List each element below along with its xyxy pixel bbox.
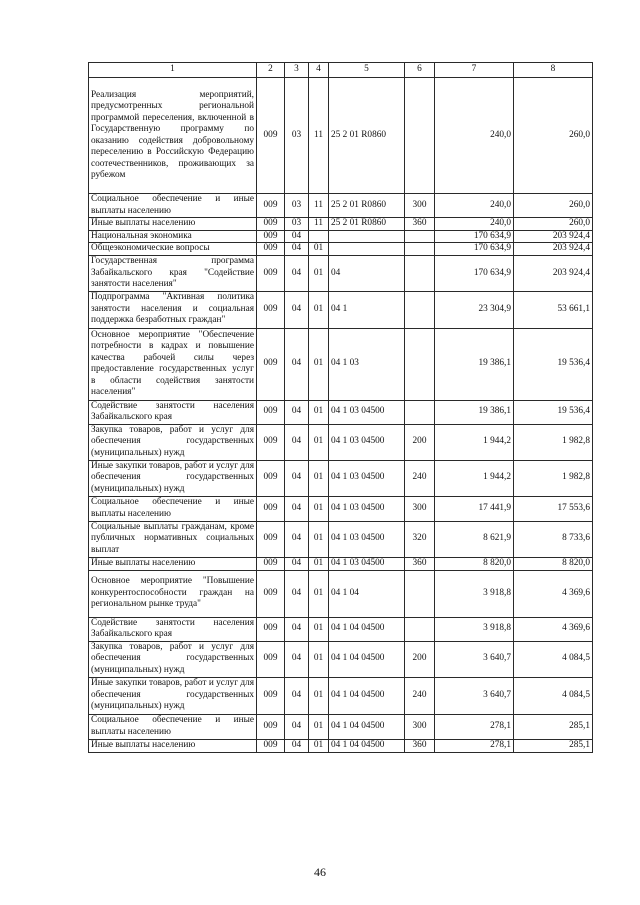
column-header: 7 bbox=[435, 63, 514, 78]
cell-amount-year1: 170 634,9 bbox=[435, 243, 514, 256]
cell-amount-year2: 17 553,6 bbox=[514, 496, 593, 521]
cell-expense-type: 240 bbox=[405, 677, 435, 714]
cell-section: 03 bbox=[285, 194, 309, 218]
cell-amount-year2: 4 084,5 bbox=[514, 641, 593, 677]
cell-name: Закупка товаров, работ и услуг для обеспечения государственных (муниципальных) нужд bbox=[89, 424, 257, 460]
column-header: 4 bbox=[309, 63, 329, 78]
cell-section: 04 bbox=[285, 739, 309, 752]
cell-target-article: 04 1 03 04500 bbox=[329, 521, 405, 557]
cell-admin-code: 009 bbox=[257, 194, 285, 218]
cell-subsection: 01 bbox=[309, 570, 329, 617]
cell-expense-type bbox=[405, 328, 435, 400]
cell-subsection: 11 bbox=[309, 218, 329, 231]
cell-subsection: 01 bbox=[309, 677, 329, 714]
cell-target-article bbox=[329, 243, 405, 256]
table-row bbox=[89, 677, 593, 714]
cell-section: 04 bbox=[285, 496, 309, 521]
table-row bbox=[89, 243, 593, 256]
cell-subsection: 01 bbox=[309, 641, 329, 677]
cell-target-article: 25 2 01 R0860 bbox=[329, 194, 405, 218]
table-row bbox=[89, 496, 593, 521]
cell-name: Иные выплаты населению bbox=[89, 739, 257, 752]
cell-target-article: 04 1 03 bbox=[329, 328, 405, 400]
cell-amount-year2: 203 924,4 bbox=[514, 243, 593, 256]
cell-section: 04 bbox=[285, 424, 309, 460]
cell-subsection: 01 bbox=[309, 739, 329, 752]
cell-admin-code: 009 bbox=[257, 218, 285, 231]
cell-subsection: 01 bbox=[309, 460, 329, 496]
cell-admin-code: 009 bbox=[257, 78, 285, 194]
cell-expense-type: 360 bbox=[405, 557, 435, 570]
cell-amount-year1: 170 634,9 bbox=[435, 230, 514, 243]
cell-amount-year1: 19 386,1 bbox=[435, 328, 514, 400]
cell-section: 04 bbox=[285, 557, 309, 570]
cell-subsection: 01 bbox=[309, 617, 329, 641]
cell-name: Содействие занятости населения Забайкальского края bbox=[89, 617, 257, 641]
cell-name: Государственная программа Забайкальского края "Содействие занятости населения" bbox=[89, 256, 257, 292]
column-header: 6 bbox=[405, 63, 435, 78]
cell-expense-type: 300 bbox=[405, 496, 435, 521]
cell-amount-year1: 170 634,9 bbox=[435, 256, 514, 292]
cell-section: 04 bbox=[285, 677, 309, 714]
cell-amount-year1: 240,0 bbox=[435, 218, 514, 231]
table-row bbox=[89, 570, 593, 617]
cell-target-article: 04 1 bbox=[329, 291, 405, 328]
cell-subsection: 01 bbox=[309, 714, 329, 739]
cell-admin-code: 009 bbox=[257, 460, 285, 496]
cell-section: 04 bbox=[285, 521, 309, 557]
cell-section: 04 bbox=[285, 570, 309, 617]
cell-amount-year1: 8 621,9 bbox=[435, 521, 514, 557]
cell-subsection: 01 bbox=[309, 291, 329, 328]
table-body bbox=[89, 63, 593, 753]
table-row bbox=[89, 230, 593, 243]
cell-name: Социальное обеспечение и иные выплаты населению bbox=[89, 496, 257, 521]
cell-amount-year2: 19 536,4 bbox=[514, 328, 593, 400]
table-row bbox=[89, 739, 593, 752]
cell-subsection: 01 bbox=[309, 424, 329, 460]
cell-expense-type bbox=[405, 570, 435, 617]
cell-amount-year1: 19 386,1 bbox=[435, 400, 514, 424]
cell-admin-code: 009 bbox=[257, 617, 285, 641]
cell-name: Основное мероприятие "Обеспечение потребности в кадрах и повышение качества рабочей силы через предоставление государственных услуг в области содействия занятости населения" bbox=[89, 328, 257, 400]
cell-amount-year2: 19 536,4 bbox=[514, 400, 593, 424]
cell-admin-code: 009 bbox=[257, 400, 285, 424]
cell-name: Закупка товаров, работ и услуг для обеспечения государственных (муниципальных) нужд bbox=[89, 641, 257, 677]
cell-target-article: 04 1 04 04500 bbox=[329, 677, 405, 714]
column-header: 5 bbox=[329, 63, 405, 78]
cell-admin-code: 009 bbox=[257, 256, 285, 292]
cell-amount-year2: 203 924,4 bbox=[514, 256, 593, 292]
table-row bbox=[89, 291, 593, 328]
cell-target-article: 04 1 03 04500 bbox=[329, 557, 405, 570]
cell-expense-type bbox=[405, 291, 435, 328]
cell-amount-year2: 4 369,6 bbox=[514, 617, 593, 641]
header-row bbox=[89, 63, 593, 78]
cell-section: 04 bbox=[285, 243, 309, 256]
column-header: 3 bbox=[285, 63, 309, 78]
cell-expense-type bbox=[405, 230, 435, 243]
table-row bbox=[89, 256, 593, 292]
cell-name: Социальное обеспечение и иные выплаты населению bbox=[89, 194, 257, 218]
table-row bbox=[89, 328, 593, 400]
cell-amount-year2: 1 982,8 bbox=[514, 424, 593, 460]
cell-admin-code: 009 bbox=[257, 328, 285, 400]
cell-expense-type: 200 bbox=[405, 424, 435, 460]
cell-name: Общеэкономические вопросы bbox=[89, 243, 257, 256]
cell-amount-year1: 1 944,2 bbox=[435, 424, 514, 460]
table-row bbox=[89, 617, 593, 641]
cell-subsection: 01 bbox=[309, 243, 329, 256]
cell-name: Иные выплаты населению bbox=[89, 218, 257, 231]
cell-target-article: 04 1 04 04500 bbox=[329, 641, 405, 677]
cell-name: Содействие занятости населения Забайкальского края bbox=[89, 400, 257, 424]
cell-admin-code: 009 bbox=[257, 557, 285, 570]
cell-name: Иные выплаты населению bbox=[89, 557, 257, 570]
cell-subsection: 11 bbox=[309, 78, 329, 194]
cell-section: 04 bbox=[285, 256, 309, 292]
cell-subsection: 11 bbox=[309, 194, 329, 218]
cell-amount-year2: 260,0 bbox=[514, 218, 593, 231]
cell-name: Реализация мероприятий, предусмотренных региональной программой переселения, включенной в Государственную программу по оказанию содействия добровольному переселению в Российскую Федерацию соотечественников, проживающих за рубежом bbox=[89, 78, 257, 194]
cell-subsection: 01 bbox=[309, 400, 329, 424]
cell-section: 03 bbox=[285, 78, 309, 194]
column-header: 2 bbox=[257, 63, 285, 78]
cell-subsection: 01 bbox=[309, 557, 329, 570]
cell-amount-year2: 4 369,6 bbox=[514, 570, 593, 617]
cell-expense-type: 240 bbox=[405, 460, 435, 496]
table-row bbox=[89, 194, 593, 218]
cell-section: 04 bbox=[285, 460, 309, 496]
cell-section: 04 bbox=[285, 641, 309, 677]
cell-expense-type: 300 bbox=[405, 194, 435, 218]
cell-amount-year1: 3 640,7 bbox=[435, 641, 514, 677]
cell-amount-year1: 3 640,7 bbox=[435, 677, 514, 714]
cell-admin-code: 009 bbox=[257, 243, 285, 256]
cell-section: 04 bbox=[285, 291, 309, 328]
table-row bbox=[89, 78, 593, 194]
cell-amount-year2: 203 924,4 bbox=[514, 230, 593, 243]
cell-target-article: 04 1 03 04500 bbox=[329, 400, 405, 424]
cell-target-article: 25 2 01 R0860 bbox=[329, 218, 405, 231]
cell-target-article: 04 bbox=[329, 256, 405, 292]
cell-amount-year1: 23 304,9 bbox=[435, 291, 514, 328]
cell-expense-type bbox=[405, 617, 435, 641]
cell-amount-year2: 53 661,1 bbox=[514, 291, 593, 328]
cell-amount-year2: 4 084,5 bbox=[514, 677, 593, 714]
cell-expense-type bbox=[405, 256, 435, 292]
cell-target-article: 04 1 04 04500 bbox=[329, 617, 405, 641]
table-row bbox=[89, 460, 593, 496]
cell-amount-year2: 285,1 bbox=[514, 739, 593, 752]
cell-admin-code: 009 bbox=[257, 291, 285, 328]
table-row bbox=[89, 400, 593, 424]
cell-admin-code: 009 bbox=[257, 496, 285, 521]
cell-subsection bbox=[309, 230, 329, 243]
cell-amount-year2: 1 982,8 bbox=[514, 460, 593, 496]
table-row bbox=[89, 424, 593, 460]
cell-admin-code: 009 bbox=[257, 739, 285, 752]
cell-amount-year1: 17 441,9 bbox=[435, 496, 514, 521]
cell-amount-year2: 8 733,6 bbox=[514, 521, 593, 557]
table-row bbox=[89, 521, 593, 557]
cell-expense-type bbox=[405, 400, 435, 424]
table-row bbox=[89, 218, 593, 231]
cell-subsection: 01 bbox=[309, 496, 329, 521]
cell-name: Подпрограмма "Активная политика занятости населения и социальная поддержка безработных граждан" bbox=[89, 291, 257, 328]
cell-section: 04 bbox=[285, 617, 309, 641]
cell-target-article: 04 1 04 bbox=[329, 570, 405, 617]
cell-subsection: 01 bbox=[309, 328, 329, 400]
cell-expense-type: 300 bbox=[405, 714, 435, 739]
cell-subsection: 01 bbox=[309, 256, 329, 292]
cell-expense-type: 320 bbox=[405, 521, 435, 557]
cell-expense-type: 200 bbox=[405, 641, 435, 677]
cell-amount-year1: 3 918,8 bbox=[435, 570, 514, 617]
cell-name: Социальное обеспечение и иные выплаты населению bbox=[89, 714, 257, 739]
cell-section: 04 bbox=[285, 328, 309, 400]
cell-name: Основное мероприятие "Повышение конкурентоспособности граждан на региональном рынке труда" bbox=[89, 570, 257, 617]
cell-admin-code: 009 bbox=[257, 570, 285, 617]
page-number: 46 bbox=[314, 865, 326, 879]
table-row bbox=[89, 714, 593, 739]
cell-target-article bbox=[329, 230, 405, 243]
cell-target-article: 04 1 03 04500 bbox=[329, 424, 405, 460]
cell-section: 04 bbox=[285, 400, 309, 424]
cell-name: Иные закупки товаров, работ и услуг для обеспечения государственных (муниципальных) нужд bbox=[89, 460, 257, 496]
cell-amount-year1: 278,1 bbox=[435, 739, 514, 752]
cell-section: 04 bbox=[285, 230, 309, 243]
cell-amount-year2: 8 820,0 bbox=[514, 557, 593, 570]
budget-table bbox=[88, 62, 593, 753]
cell-admin-code: 009 bbox=[257, 714, 285, 739]
cell-expense-type bbox=[405, 78, 435, 194]
cell-name: Национальная экономика bbox=[89, 230, 257, 243]
table-row bbox=[89, 641, 593, 677]
cell-amount-year1: 278,1 bbox=[435, 714, 514, 739]
cell-section: 03 bbox=[285, 218, 309, 231]
cell-target-article: 04 1 03 04500 bbox=[329, 460, 405, 496]
cell-admin-code: 009 bbox=[257, 230, 285, 243]
cell-amount-year1: 1 944,2 bbox=[435, 460, 514, 496]
column-header: 1 bbox=[89, 63, 257, 78]
cell-target-article: 04 1 04 04500 bbox=[329, 739, 405, 752]
cell-target-article: 04 1 03 04500 bbox=[329, 496, 405, 521]
cell-target-article: 25 2 01 R0860 bbox=[329, 78, 405, 194]
cell-admin-code: 009 bbox=[257, 641, 285, 677]
cell-expense-type bbox=[405, 243, 435, 256]
cell-amount-year1: 240,0 bbox=[435, 194, 514, 218]
cell-admin-code: 009 bbox=[257, 424, 285, 460]
cell-amount-year2: 285,1 bbox=[514, 714, 593, 739]
cell-admin-code: 009 bbox=[257, 677, 285, 714]
cell-name: Иные закупки товаров, работ и услуг для обеспечения государственных (муниципальных) нужд bbox=[89, 677, 257, 714]
cell-amount-year1: 3 918,8 bbox=[435, 617, 514, 641]
table-row bbox=[89, 557, 593, 570]
cell-amount-year2: 260,0 bbox=[514, 194, 593, 218]
cell-section: 04 bbox=[285, 714, 309, 739]
cell-amount-year1: 240,0 bbox=[435, 78, 514, 194]
cell-target-article: 04 1 04 04500 bbox=[329, 714, 405, 739]
column-header: 8 bbox=[514, 63, 593, 78]
cell-subsection: 01 bbox=[309, 521, 329, 557]
cell-amount-year1: 8 820,0 bbox=[435, 557, 514, 570]
cell-name: Социальные выплаты гражданам, кроме публичных нормативных социальных выплат bbox=[89, 521, 257, 557]
cell-amount-year2: 260,0 bbox=[514, 78, 593, 194]
cell-expense-type: 360 bbox=[405, 218, 435, 231]
cell-admin-code: 009 bbox=[257, 521, 285, 557]
cell-expense-type: 360 bbox=[405, 739, 435, 752]
